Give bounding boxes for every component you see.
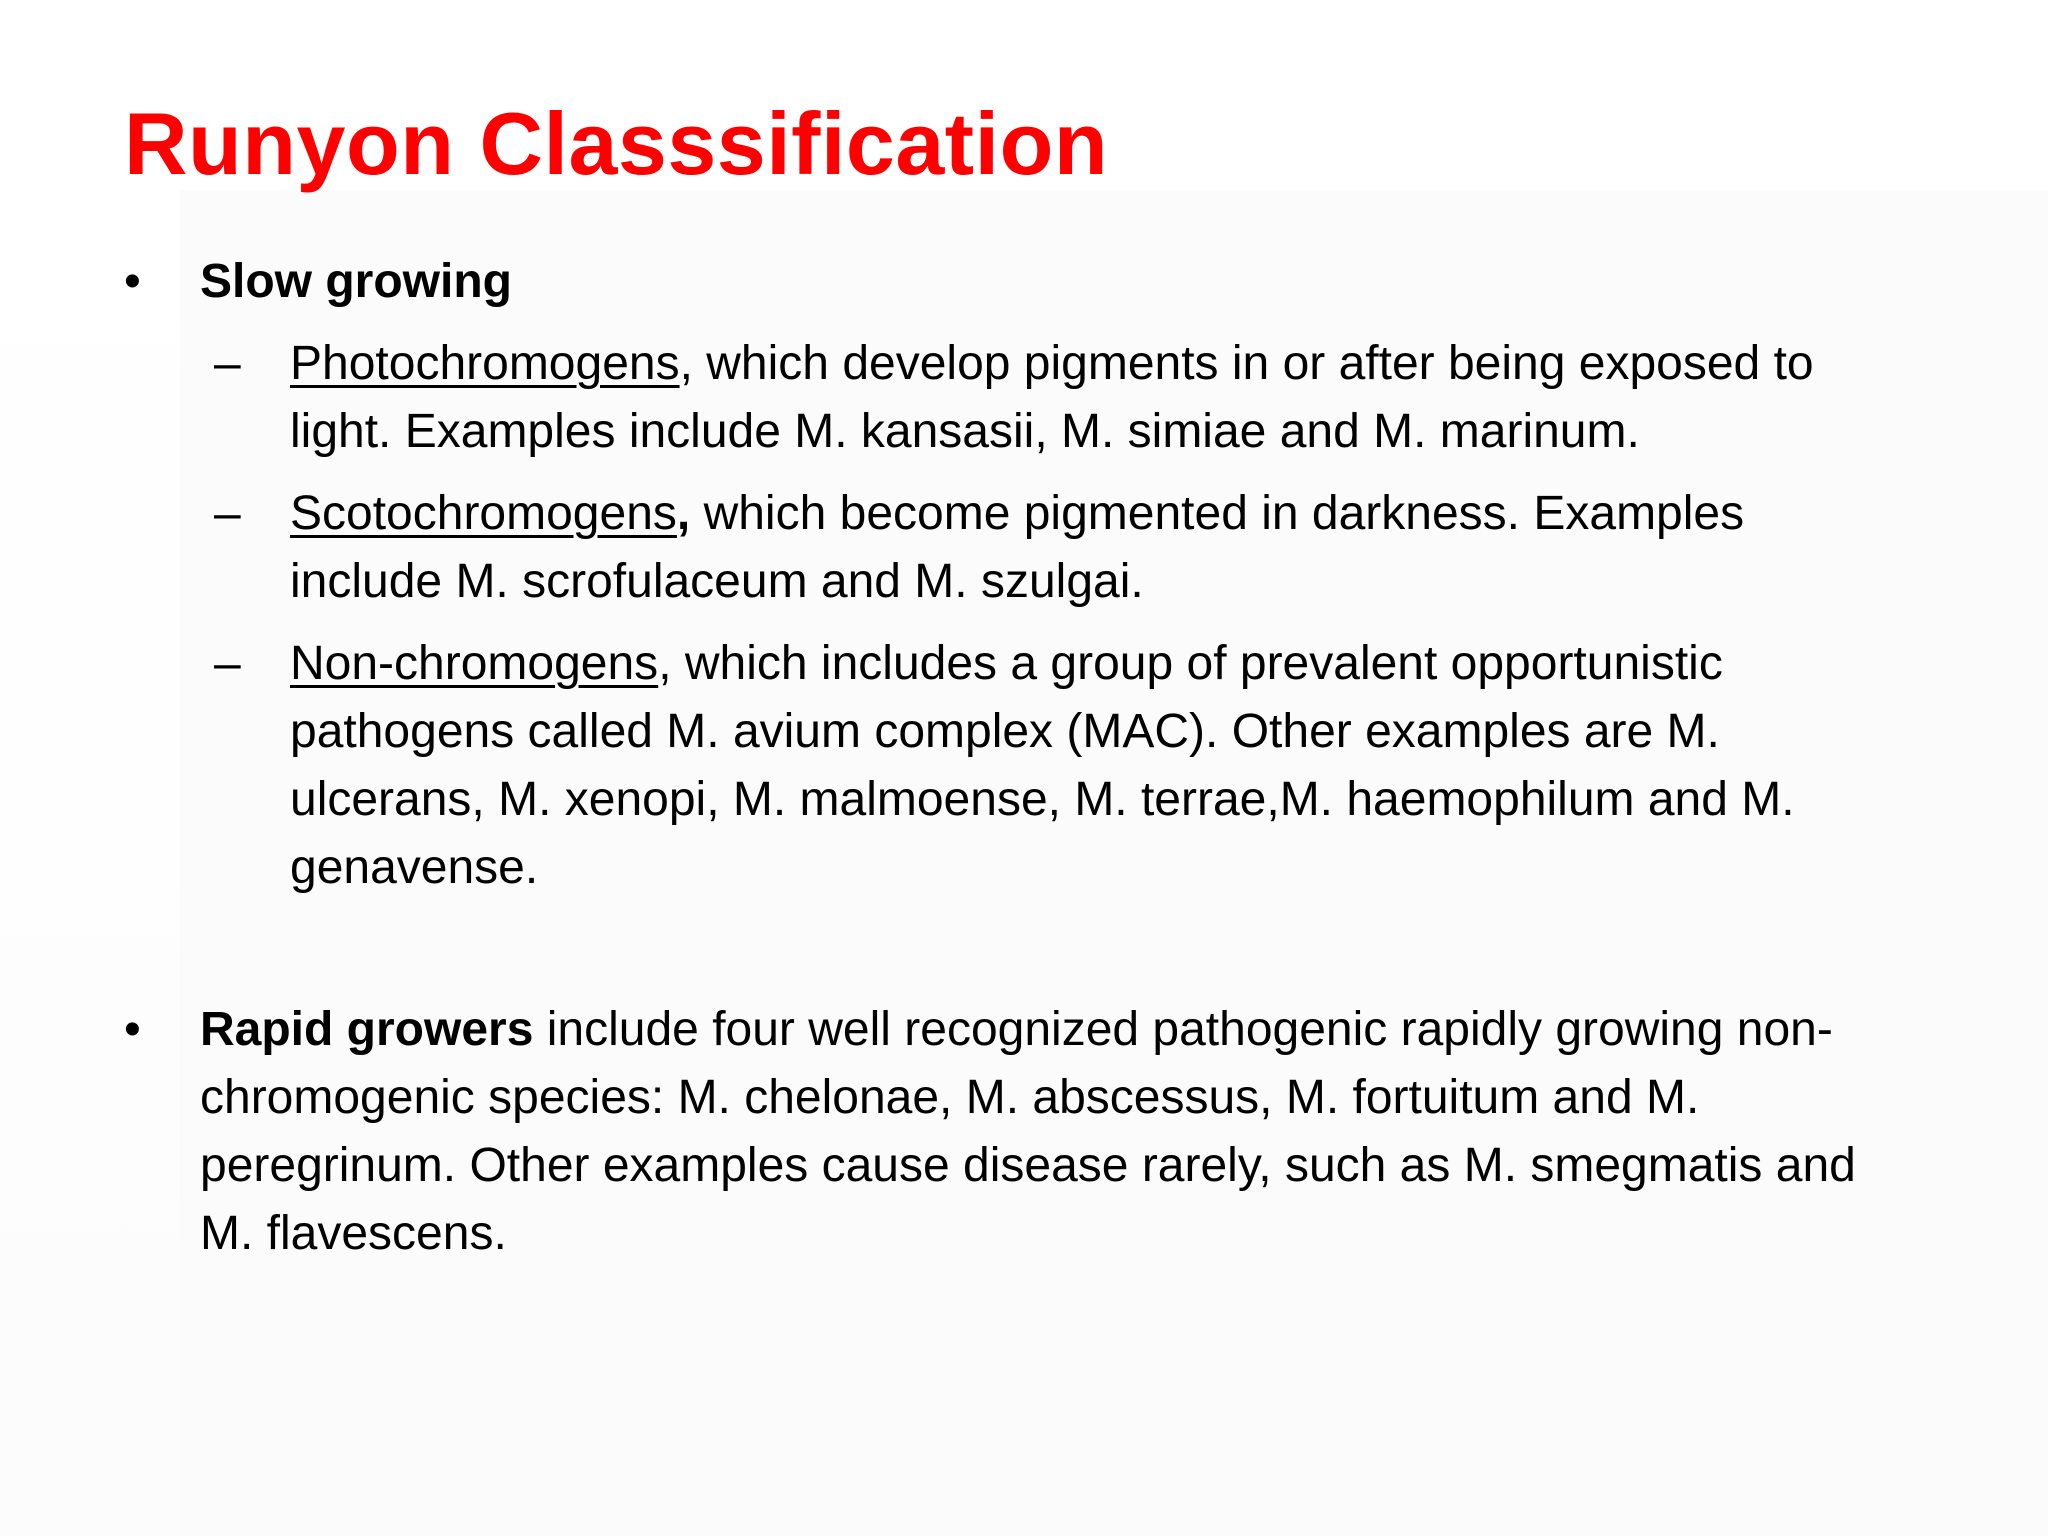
rapid-growers-description: include four well recognized pathogenic rapidly growing non-chromogenic species: M. chelonae, M. abscessus, M. fortuitum and M. peregrinum. Other examples cause disease rarely, such as M. smegmatis and M. flavescens.	[200, 1003, 1856, 1260]
dash-marker: –	[214, 637, 241, 690]
term-punct: ,	[676, 487, 691, 540]
slow-growing-sublist	[200, 330, 1904, 902]
term-punct: ,	[679, 337, 693, 390]
bullet-slow-growing	[124, 248, 1904, 902]
photochromogens-description: which develop pigments in or after being exposed to light. Examples include M. kansasii, M. simiae and M. marinum.	[290, 337, 1814, 458]
bullet-marker: •	[124, 1003, 141, 1056]
scotochromogens-description: which become pigmented in darkness. Examples include M. scrofulaceum and M. szulgai.	[290, 487, 1745, 608]
dash-marker: –	[214, 337, 241, 390]
dash-marker: –	[214, 487, 241, 540]
sub-bullet-photochromogens	[200, 330, 1904, 466]
term-non-chromogens: Non-chromogens	[290, 637, 659, 690]
slide-content	[124, 248, 1904, 1268]
non-chromogens-description: which includes a group of prevalent opportunistic pathogens called M. avium complex (MAC). Other examples are M. ulcerans, M. xenopi, M. malmoense, M. terrae,M. haemophilum and M. genavense.	[290, 637, 1795, 894]
bullet-rapid-growers	[124, 996, 1904, 1268]
bullet-marker: •	[124, 255, 141, 308]
term-scotochromogens: Scotochromogens	[290, 487, 677, 540]
spacer	[124, 916, 1904, 996]
sub-bullet-scotochromogens	[200, 480, 1904, 616]
term-punct: ,	[658, 637, 672, 690]
rapid-growers-label: Rapid growers	[200, 1003, 534, 1056]
slow-growing-label: Slow growing	[200, 255, 512, 308]
slide-title: Runyon Classsification	[124, 94, 1109, 193]
term-photochromogens: Photochromogens	[290, 337, 680, 390]
sub-bullet-non-chromogens	[200, 630, 1904, 902]
